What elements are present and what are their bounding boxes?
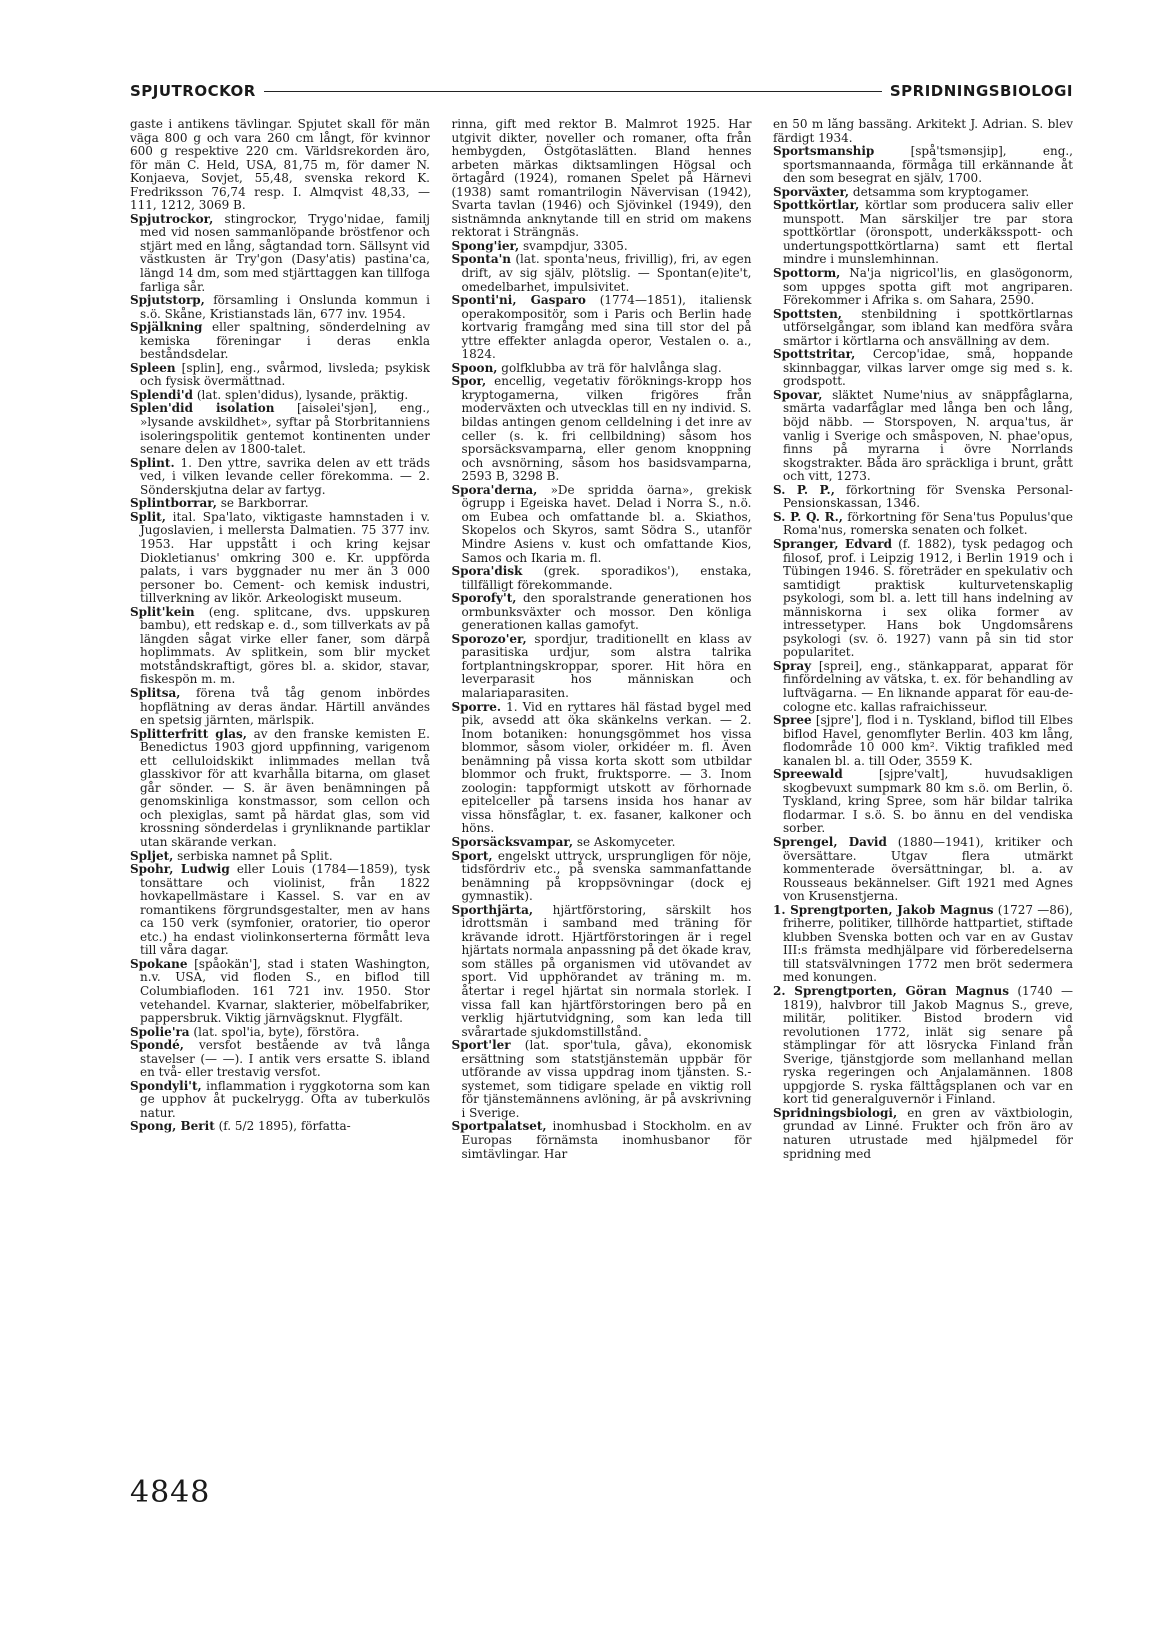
page-number: 4848 — [130, 1475, 211, 1510]
entry-headword: Spolie'ra — [130, 1024, 190, 1039]
dictionary-entry — [773, 768, 1073, 836]
entry-headword: Spjutrockor, — [130, 211, 214, 226]
dictionary-entry — [130, 362, 430, 389]
entry-text: (f. 1882), tysk pedagog och filosof, prof. i Leipzig 1912, i Berlin 1919 och i Tübingen 1946. S. företräder en spekulativ och samtidigt praktisk kulturvetenskaplig psykologi, som bl. a. lett till hans indelning av människorna i sex olika former av intressetyper. Hans bok Ungdomsårens psykologi (sv. ö. 1927) vann på sin tid stor popularitet. — [783, 536, 1073, 660]
entry-headword: Spor, — [451, 374, 487, 389]
column-1 — [130, 118, 430, 1418]
entry-text: stingrockor, Trygo'nidae, familj med vid nosen sammanlöpande bröstfenor och stjärt med en lång, sågtandad torn. Sällsynt vid västkusten är Try'gon (Dasy'atis) pastina'ca, längd 14 dm, som med stjärttaggen kan tillfoga farliga sår. — [140, 211, 430, 294]
dictionary-entry — [452, 1120, 752, 1161]
dictionary-entry — [452, 375, 752, 483]
entry-headword: Spora'derna, — [451, 482, 538, 497]
dictionary-entry — [452, 362, 752, 376]
entry-text: (1727 —86), friherre, politiker, tillhörde hattpartiet, stiftade klubben Svenska botten och var en av Gustav III:s främsta medhjälpare vid förberedelserna till statsvälvningen 1772 men bröt sedermera med konungen. — [783, 902, 1073, 985]
entry-text: [sjpre'], flod i n. Tyskland, biflod till Elbes biflod Havel, genomflyter Berlin. 403 km lång, flodområde 10 000 km². Viktig trafikled med kanalen bl. a. till Oder, 3559 K. — [783, 713, 1073, 768]
entry-text: förkortning för Svenska Personal-Pensionskassan, 1346. — [783, 482, 1073, 511]
dictionary-entry — [130, 457, 430, 498]
entry-headword: Sporsäcksvampar, — [451, 834, 574, 849]
entry-headword: Splendi'd — [130, 387, 193, 402]
entry-text: inomhusbad i Stockholm. en av Europas förnämsta inomhusbanor för simtävlingar. Har — [461, 1119, 752, 1161]
entry-headword: Sportsmanship — [773, 144, 875, 159]
header-rule — [264, 91, 882, 92]
entry-headword: Sporozo'er, — [451, 631, 527, 646]
entry-headword: Splintborrar, — [130, 496, 217, 511]
dictionary-entry — [773, 904, 1073, 985]
running-head-left: SPJUTROCKOR — [130, 82, 256, 100]
entry-text: svampdjur, 3305. — [523, 238, 628, 253]
entry-text: gaste i antikens tävlingar. Spjutet skall för män väga 800 g och vara 260 cm långt, för kvinnor 600 g respektive 220 cm. Världsrekorden äro, för män C. Held, USA, 81,75 m, för damer N. Konjaeva, Sovjet, 55,48, svenska rekord K. Fredriksson 76,74 resp. I. Almqvist 48,33, — 111, 1212, 3069 B. — [130, 118, 430, 213]
entry-headword: Spjutstorp, — [130, 293, 205, 308]
entry-headword: Spridningsbiologi, — [773, 1105, 898, 1120]
entry-text: [sjpre'valt], huvudsakligen skogbevuxt sumpmark 80 km s.ö. om Berlin, ö. Tyskland, kring Spree, som här bildar talrika flodarmar. I s.ö. S. bo ännu en del vendiska sorber. — [783, 767, 1073, 836]
entry-headword: Splen'did isolation — [130, 401, 275, 416]
dictionary-entry — [773, 348, 1073, 389]
entry-text: den sporalstrande generationen hos ormbunksväxter och mossor. Den könliga generationen kallas gamofyt. — [461, 591, 752, 633]
entry-headword: Split, — [130, 509, 166, 524]
entry-text: serbiska namnet på Split. — [177, 848, 333, 863]
entry-headword: Sponti'ni, Gasparo — [451, 293, 586, 308]
entry-headword: Splitsa, — [130, 685, 181, 700]
dictionary-entry — [130, 850, 430, 864]
entry-text: (1774—1851), italiensk operakompositör, som i Paris och Berlin hade kortvarig framgång med sina till stor del på yttre effekter anlagda operor, Vestalen o. a., 1824. — [461, 293, 752, 362]
entry-text: körtlar som producera saliv eller munspott. Man särskiljer tre par stora spottkörtlar (öronspott, underkäksspott- och undertungspottkörtlarna) samt ett flertal mindre i munslemhinnan. — [783, 198, 1073, 267]
entry-headword: Sporthjärta, — [451, 902, 534, 917]
text-columns — [130, 118, 1073, 1418]
dictionary-entry — [452, 836, 752, 850]
entry-text: (lat. splen'didus), lysande, präktig. — [196, 387, 409, 402]
entry-headword: Spoon, — [451, 360, 498, 375]
entry-headword: Spottorm, — [773, 266, 841, 281]
dictionary-entry — [452, 1039, 752, 1120]
dictionary-entry — [452, 240, 752, 254]
dictionary-entry — [773, 538, 1073, 660]
running-head-right: SPRIDNINGSBIOLOGI — [889, 82, 1073, 100]
dictionary-entry — [452, 294, 752, 362]
dictionary-entry — [130, 321, 430, 362]
dictionary-entry — [773, 511, 1073, 538]
entry-text: detsamma som kryptogamer. — [852, 184, 1030, 199]
dictionary-entry — [452, 118, 752, 240]
entry-text: Cercop'idae, små, hoppande skinnbaggar, vilkas larver omge sig med s. k. grodspott. — [783, 347, 1073, 389]
dictionary-entry — [452, 701, 752, 836]
entry-text: [spå'tsmənsjip], eng., sportsmannaanda, förmåga till erkännande åt den som besegrat en själv, 1700. — [783, 144, 1073, 186]
entry-text: encellig, vegetativ föröknings-kropp hos kryptogamerna, vilken frigöres från moderväxten och utvecklas till en ny individ. S. bildas antingen genom celldelning i det inre av celler (s. k. fri cellbildning) såsom hos sporsäcksvamparna, eller genom knoppning och avsnörning, såsom hos basidsvamparna, 2593 B, 3298 B. — [461, 374, 752, 484]
dictionary-entry — [452, 484, 752, 565]
dictionary-entry — [773, 660, 1073, 714]
entry-headword: 2. Sprengtporten, Göran Magnus — [773, 984, 1009, 998]
entry-text: eller spaltning, sönderdelning av kemiska föreningar i deras enkla beståndsdelar. — [140, 320, 430, 362]
dictionary-entry — [130, 402, 430, 456]
entry-text: en 50 m lång bassäng. Arkitekt J. Adrian. S. blev färdigt 1934. — [773, 118, 1073, 145]
entry-text: [sprei], eng., stänkapparat, apparat för finfördelning av vätska, t. ex. för behandling av luftvägarna. — En liknande apparat för eau-de-cologne etc. kallas rafraichisseur. — [783, 658, 1073, 714]
dictionary-entry — [452, 633, 752, 701]
entry-text: 1. Vid en ryttares häl fästad bygel med pik, avsedd att öka skänkelns verkan. — 2. Inom botaniken: honungsgömmet hos vissa blommor, såsom violer, orkidéer m. fl. Även benämning på vissa korta skott som utbildar blommor och frukt, fruktsporre. — 3. Inom zoologin: tappformigt utskott av förhornade epitelceller på tarsens insida hos hanar av vissa hönsfåglar, t. ex. fasaner, kalkoner och höns. — [461, 699, 752, 836]
entry-text: [splin], eng., svårmod, livsleda; psykisk och fysisk övermättnad. — [140, 360, 430, 389]
entry-headword: Spong, Berit — [130, 1119, 215, 1134]
entry-headword: Sprengel, David — [773, 834, 887, 849]
entry-text: (lat. spol'ia, byte), förstöra. — [193, 1024, 360, 1039]
dictionary-entry — [130, 863, 430, 958]
dictionary-entry — [130, 294, 430, 321]
entry-text: se Barkborrar. — [220, 496, 309, 511]
dictionary-entry — [773, 985, 1073, 1107]
entry-headword: Spreewald — [773, 767, 843, 782]
entry-headword: Spong'ier, — [451, 238, 520, 253]
entry-text: av den franske kemisten E. Benedictus 1903 gjord uppfinning, varigenom ett celluloidskikt inlimmades mellan två glasskivor för att kvarhålla bitarna, om glaset går sönder. — S. är även benämningen på genomskinliga konstmassor, som cellon och och plexiglas, samt på härdat glas, som vid krossning sönderdelas i grynliknande partiklar utan skärande verkan. — [140, 726, 430, 849]
dictionary-entry — [130, 1039, 430, 1080]
dictionary-entry — [773, 1107, 1073, 1161]
entry-text: spordjur, traditionellt en klass av parasitiska urdjur, som alstra talrika fortplantningskroppar, sporer. Hit höra en leverparasit hos människan och malariaparasiten. — [461, 631, 752, 700]
dictionary-entry — [452, 565, 752, 592]
entry-headword: S. P. Q. R., — [773, 509, 843, 524]
entry-text: [aisəlei'sjən], eng., »lysande avskildhet», syftar på Storbritanniens isoleringspolitik gentemot kontinenten under senare delen av 1800-talet. — [140, 401, 430, 457]
entry-text: (grek. sporadikos'), enstaka, tillfälligt förekommande. — [461, 564, 752, 592]
dictionary-entry — [452, 253, 752, 294]
entry-headword: Spjälkning — [130, 320, 203, 335]
entry-text: stenbildning i spottkörtlarnas utförselgångar, som ibland kan medföra svåra smärtor i körtlarna och ansvällning av dem. — [783, 306, 1073, 348]
dictionary-entry — [130, 118, 430, 213]
entry-headword: Spokane — [130, 956, 188, 971]
dictionary-entry — [773, 714, 1073, 768]
entry-text: (eng. splitcane, dvs. uppskuren bambu), ett redskap e. d., som tillverkats av på längden sågat virke eller faner, som därpå hoplimmats. Av splitkein, som blir mycket motståndskraftigt, göres bl. a. skidor, stavar, fiskespön m. m. — [140, 604, 430, 687]
entry-text: en gren av växtbiologin, grundad av Linné. Frukter och frön äro av naturen utrustade med hjälpmedel för spridning med — [783, 1105, 1073, 1161]
dictionary-entry — [773, 118, 1073, 145]
entry-headword: Splint. — [130, 455, 175, 470]
entry-headword: S. P. P., — [773, 482, 835, 497]
entry-text: (lat. spor'tula, gåva), ekonomisk ersättning som statstjänstemän uppbär för utförande av vissa uppdrag inom tjänsten. S.-systemet, som tidigare spelade en viktig roll för tjänstemännens avlöning, är på avskrivning i Sverige. — [461, 1038, 752, 1120]
entry-text: golfklubba av trä för halvlånga slag. — [501, 360, 722, 375]
entry-headword: Spovar, — [773, 387, 823, 402]
dictionary-entry — [773, 199, 1073, 267]
dictionary-entry — [130, 958, 430, 1026]
dictionary-entry — [773, 389, 1073, 484]
entry-text: 1. Den yttre, savrika delen av ett träds ved, i vilken levande celler förekomma. — 2. Sönderskjutna delar av fartyg. — [140, 455, 430, 497]
dictionary-entry — [130, 389, 430, 403]
entry-text: (1740 —1819), halvbror till Jakob Magnus S., greve, militär, politiker. Bistod brodern vid revolutionen 1772, inlät sig senare på stämplingar för att lösrycka Finland från Sverige, tjänstgjorde som mellanhand mellan ryska regeringen och Anjalamännen. 1808 uppgjorde S. ryska fälttågsplanen och var en kort tid generalguvernör i Finland. — [783, 984, 1073, 1107]
dictionary-entry — [130, 687, 430, 728]
entry-headword: Sportpalatset, — [451, 1119, 547, 1134]
entry-text: [spåokän'], stad i staten Washington, n.v. USA, vid floden S., en biflod till Columbiafloden. 161 721 inv. 1950. Stor vetehandel. Kvarnar, slakterier, möbelfabriker, pappersbruk. Viktig järnvägsknut. Flygfält. — [140, 956, 430, 1026]
entry-headword: Spohr, Ludwig — [130, 862, 230, 877]
entry-headword: Spljet, — [130, 848, 174, 863]
dictionary-entry — [130, 1080, 430, 1121]
dictionary-entry — [773, 484, 1073, 511]
entry-text: förena två tåg genom inbördes hopflätning av deras ändar. Härtill användes en spetsig järnten, märlspik. — [140, 685, 430, 728]
dictionary-entry — [773, 836, 1073, 904]
entry-headword: Sporre. — [451, 699, 502, 714]
entry-headword: Spondyli't, — [130, 1078, 202, 1093]
entry-text: Na'ja nigricol'lis, en glasögonorm, som uppges spotta gift mot angriparen. Förekommer i Afrika s. om Sahara, 2590. — [783, 266, 1073, 308]
entry-headword: Spondé, — [130, 1038, 184, 1053]
dictionary-entry — [130, 511, 430, 606]
entry-text: ital. Spa'lato, viktigaste hamnstaden i v. Jugoslavien, i mellersta Dalmatien. 75 377 inv. 1953. Har uppstått i och kring kejsar Diokletianus' omkring 300 e. Kr. uppförda palats, i vars byggnader nu mer än 3 000 personer bo. Cement- och kemisk industri, tillverkning av likör. Arkeologiskt museum. — [140, 509, 430, 606]
column-3 — [773, 118, 1073, 1418]
entry-headword: Spora'disk — [451, 564, 523, 579]
dictionary-entry — [773, 308, 1073, 349]
dictionary-entry — [452, 904, 752, 1039]
entry-headword: Spleen — [130, 360, 176, 375]
entry-text: versfot bestående av två långa stavelser (— —). I antik vers ersatte S. ibland en två- eller trestavig versfot. — [140, 1038, 430, 1080]
entry-text: (f. 5/2 1895), författa- — [218, 1119, 351, 1134]
entry-text: eller Louis (1784—1859), tysk tonsättare och violinist, från 1822 hovkapellmästare i Kassel. S. var en av romantikens förgrundsgestalter, men av hans ca 150 verk (symfonier, oratorier, tio operor etc.) ha endast violinkonserterna förmått leva till våra dagar. — [140, 862, 430, 958]
entry-text: se Askomyceter. — [576, 834, 676, 849]
entry-headword: Sponta'n — [451, 252, 512, 267]
dictionary-entry — [130, 728, 430, 850]
entry-text: (1880—1941), kritiker och översättare. Utgav flera utmärkt kommenterade översättningar, bl. a. av Rousseaus bekännelser. Gift 1921 med Agnes von Krusenstjerna. — [783, 834, 1073, 904]
entry-text: »De spridda öarna», grekisk ögrupp i Egeiska havet. Delad i Norra S., n.ö. om Eubea och omfattande bl. a. Skiathos, Skopelos och Skyros, samt Södra S., utanför Mindre Asiens v. kust och omfattande Kios, Samos och Ikaria m. fl. — [461, 482, 752, 565]
entry-headword: Sporofy't, — [451, 591, 517, 606]
entry-headword: 1. Sprengtporten, Jakob Magnus — [773, 902, 994, 917]
entry-headword: Spranger, Edvard — [773, 536, 892, 551]
entry-headword: Spray — [773, 658, 812, 673]
entry-headword: Spottstritar, — [773, 347, 856, 362]
dictionary-entry — [452, 850, 752, 904]
dictionary-entry — [773, 145, 1073, 186]
entry-text: församling i Onslunda kommun i s.ö. Skåne, Kristianstads län, 677 inv. 1954. — [140, 293, 430, 321]
entry-headword: Spottsten, — [773, 306, 842, 321]
entry-text: (lat. sponta'neus, frivillig), fri, av egen drift, av sig själv, plötslig. — Spontan(e)ite't, omedelbarhet, impulsivitet. — [461, 252, 752, 294]
dictionary-entry — [130, 606, 430, 687]
dictionary-entry — [773, 186, 1073, 200]
entry-headword: Splitterfritt glas, — [130, 726, 247, 741]
entry-text: rinna, gift med rektor B. Malmrot 1925. Har utgivit dikter, noveller och romaner, ofta från hembygden, Östgötaslätten. Bland hennes arbeten märkas diktsamlingen Högsal och örtagård (1924), romanen Spelet på Härnevi (1938) samt romantrilogin Nävervisan (1942), Svarta tavlan (1946) och Sjövinkel (1949), den sistnämnda anknytande till en strid om makens rektorat i Strängnäs. — [451, 118, 752, 240]
entry-headword: Split'kein — [130, 604, 195, 619]
running-head — [130, 80, 1073, 102]
column-2 — [452, 118, 752, 1418]
entry-text: släktet Nume'nius av snäppfåglarna, smärta vadarfåglar med långa ben och lång, böjd näbb. — Storspoven, N. arqua'tus, är vanlig i Sverige och småspoven, N. phae'opus, finns på myrarna i övre Norrlands skogstrakter. Båda äro spräckliga i brunt, grått och vitt, 1273. — [783, 387, 1073, 484]
dictionary-entry — [130, 1120, 430, 1134]
dictionary-entry — [130, 213, 430, 294]
entry-text: inflammation i ryggkotorna som kan ge upphov åt puckelrygg. Ofta av tuberkulös natur. — [140, 1078, 430, 1120]
dictionary-entry — [130, 497, 430, 511]
dictionary-entry — [773, 267, 1073, 308]
entry-headword: Spottkörtlar, — [773, 198, 860, 213]
entry-headword: Sport'ler — [451, 1038, 511, 1053]
dictionary-entry — [452, 592, 752, 633]
entry-text: engelskt uttryck, ursprungligen för nöje, tidsfördriv etc., på svenska sammanfattande benämning på kroppsövningar (dock ej gymnastik). — [461, 848, 752, 904]
entry-headword: Sporväxter, — [773, 184, 850, 199]
entry-text: hjärtförstoring, särskilt hos idrottsmän i samband med träning för krävande idrott. Hjärtförstoringen är i regel hjärtats normala anpassning på det ökade krav, som ställes på organismen vid utövandet av sport. Vid upphörandet av träning m. m. återtar i regel hjärtat sin normala storlek. I vissa fall kan hjärtförstoringen bero på en verklig hjärtutvidgning, som kan leda till svårartade sjukdomstillstånd. — [461, 902, 752, 1039]
entry-headword: Spree — [773, 713, 812, 728]
entry-headword: Sport, — [451, 848, 493, 863]
entry-text: förkortning för Sena'tus Populus'que Roma'nus, romerska senaten och folket. — [783, 509, 1073, 538]
